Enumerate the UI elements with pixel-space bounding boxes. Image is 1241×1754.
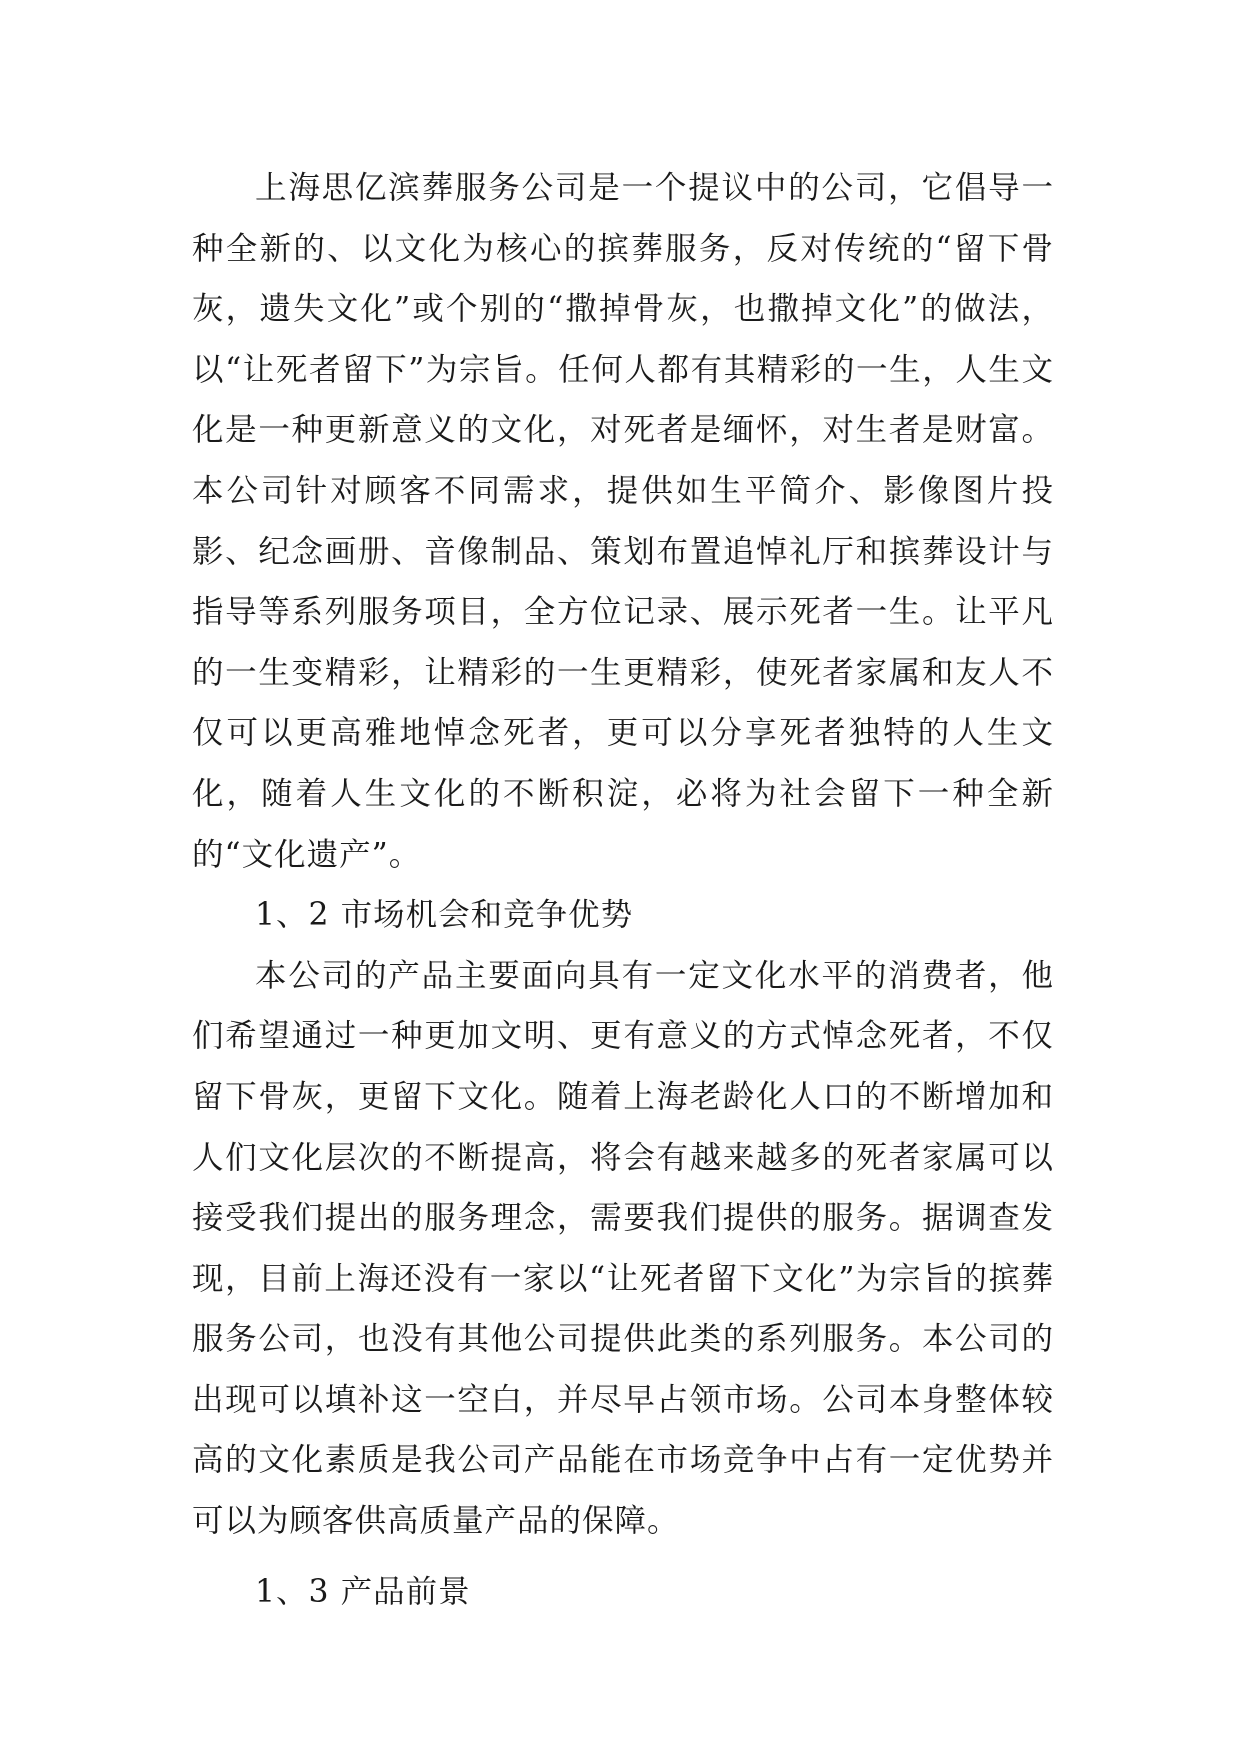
intro-paragraph: 上海思亿滨葬服务公司是一个提议中的公司，它倡导一种全新的、以文化为核心的摈葬服务，反对传统的“留下骨灰，遗失文化”或个别的“撒掉骨灰，也撒掉文化”的做法，以“让死者留下”为宗旨。任何人都有其精彩的一生，人生文化是一种更新意义的文化，对死者是缅怀，对生者是财富。本公司针对顾客不同需求，提供如生平简介、影像图片投影、纪念画册、音像制品、策划布置追悼礼厅和摈葬设计与指导等系列服务项目，全方位记录、展示死者一生。让平凡的一生变精彩，让精彩的一生更精彩，使死者家属和友人不仅可以更高雅地悼念死者，更可以分享死者独特的人生文化，随着人生文化的不断积淀，必将为社会留下一种全新的“文化遗产”。 xyxy=(192,170,1054,873)
market-opportunity-paragraph: 本公司的产品主要面向具有一定文化水平的消费者，他们希望通过一种更加文明、更有意义的方式悼念死者，不仅留下骨灰，更留下文化。随着上海老龄化人口的不断增加和人们文化层次的不断提高，将会有越来越多的死者家属可以接受我们提出的服务理念，需要我们提供的服务。据调查发现，目前上海还没有一家以“让死者留下文化”为宗旨的摈葬服务公司，也没有其他公司提供此类的系列服务。本公司的出现可以填补这一空白，并尽早占领市场。公司本身整体较高的文化素质是我公司产品能在市场竞争中占有一定优势并可以为顾客供高质量产品的保障。 xyxy=(192,957,1054,1540)
document-body xyxy=(192,158,1054,1622)
section-heading-market-opportunity: 1、2 市场机会和竞争优势 xyxy=(255,897,634,934)
section-heading-product-outlook: 1、3 产品前景 xyxy=(255,1573,471,1610)
